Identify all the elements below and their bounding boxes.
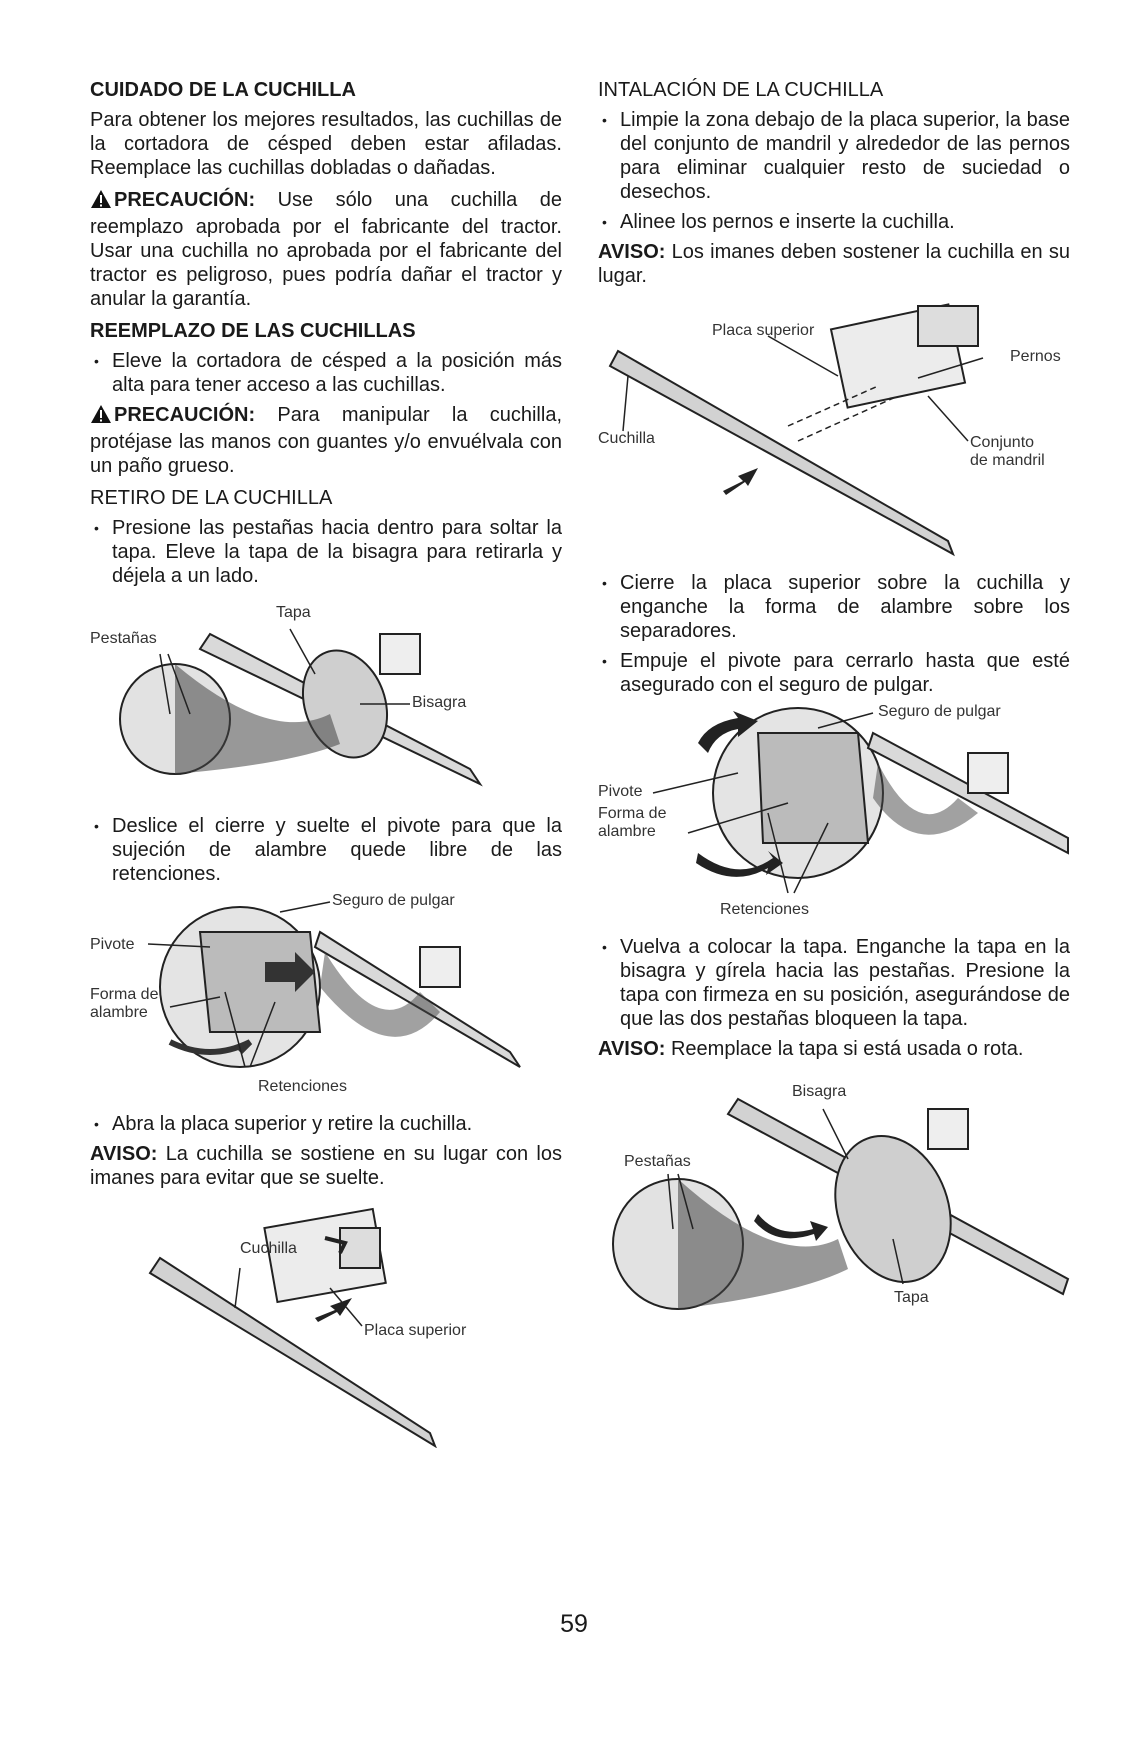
label-seguro-de-pulgar: Seguro de pulgar [878,703,1001,720]
figure-replace-cover [598,1069,1070,1319]
figure-release-pivot [90,892,562,1102]
notice-paragraph-2 [598,240,1070,288]
label-pestanas: Pestañas [90,630,157,647]
warning-triangle-icon [90,404,112,430]
replace-cover-illustration [598,1069,1070,1319]
list-item: • Deslice el cierre y suelte el pivote para que la sujeción de alambre quede libre de las retenciones. [90,814,562,886]
list-item: • Vuelva a colocar la tapa. Enganche la tapa en la bisagra y gírela hacia las pestañas. Presione la tapa con firmeza en su posición, asegurándose de que las dos pestañas bloqueen la tapa. [598,935,1070,1031]
label-forma-de: Forma de [598,805,667,822]
figure-remove-blade [90,1198,562,1448]
label-de-mandril: de mandril [970,452,1045,469]
left-column [90,78,562,1458]
label-pivote: Pivote [598,783,643,800]
warning-triangle-icon [90,189,112,215]
figure-install-blade [598,296,1070,561]
release-pivot-illustration [90,892,562,1102]
caution-paragraph-1 [90,188,562,311]
blade-removal-heading: RETIRO DE LA CUCHILLA [90,487,333,509]
label-pernos: Pernos [1010,348,1061,365]
label-bisagra: Bisagra [412,694,467,711]
label-tapa: Tapa [276,604,311,621]
install-bullets-3 [598,935,1070,1031]
install-bullets-2 [598,571,1070,697]
label-retenciones: Retenciones [720,901,809,918]
caution-text: Use sólo una cuchilla de reemplazo aprobada por el fabricante del tractor. Usar una cuchilla no aprobada por el fabricante del tractor es peligroso, pues podría dañar el tractor y anular la garantía. [90,189,563,310]
label-placa-superior: Placa superior [712,322,815,339]
notice-paragraph-3 [598,1037,1070,1061]
label-bisagra: Bisagra [792,1083,847,1100]
label-pivote: Pivote [90,936,135,953]
label-retenciones: Retenciones [258,1078,347,1095]
notice-label: AVISO: [598,1038,666,1060]
remove-blade-illustration [90,1198,562,1448]
label-tapa: Tapa [894,1289,929,1306]
label-conjunto: Conjunto [970,434,1035,451]
caution-label: PRECAUCIÓN: [114,189,256,211]
removal-bullets-2 [90,814,562,886]
close-pivot-illustration [598,703,1070,925]
label-pestanas: Pestañas [624,1153,691,1170]
label-alambre: alambre [598,823,656,840]
notice-label: AVISO: [598,241,666,263]
blade-install-heading: INTALACIÓN DE LA CUCHILLA [598,79,884,101]
blade-replacement-heading: REEMPLAZO DE LAS CUCHILLAS [90,320,416,342]
label-placa-superior: Placa superior [364,1322,467,1339]
label-cuchilla: Cuchilla [240,1240,297,1257]
list-item: • Eleve la cortadora de césped a la posición más alta para tener acceso a las cuchillas. [90,349,562,397]
notice-label: AVISO: [90,1143,158,1165]
list-item: • Cierre la placa superior sobre la cuchilla y enganche la forma de alambre sobre los separadores. [598,571,1070,643]
list-item: • Empuje el pivote para cerrarlo hasta que esté asegurado con el seguro de pulgar. [598,649,1070,697]
notice-text: Los imanes deben sostener la cuchilla en su lugar. [598,241,1071,287]
right-column [598,78,1070,1329]
page-number: 59 [560,1610,588,1638]
removal-bullets-3 [90,1112,562,1136]
label-cuchilla: Cuchilla [598,430,655,447]
list-item: • Abra la placa superior y retire la cuchilla. [90,1112,562,1136]
label-alambre: alambre [90,1004,148,1021]
label-seguro-de-pulgar: Seguro de pulgar [332,892,455,909]
caution-text: Para manipular la cuchilla, protéjase las manos con guantes y/o envuélvala con un paño grueso. [90,404,562,477]
figure-close-pivot [598,703,1070,925]
caution-label: PRECAUCIÓN: [114,404,256,426]
replacement-bullets [90,349,562,397]
blade-care-text: Para obtener los mejores resultados, las cuchillas de la cortadora de césped deben estar afiladas. Reemplace las cuchillas dobladas o dañadas. [90,109,562,179]
label-forma-de: Forma de [90,986,159,1003]
list-item: • Alinee los pernos e inserte la cuchilla. [598,210,1070,234]
notice-text: La cuchilla se sostiene en su lugar con los imanes para evitar que se suelte. [90,1143,562,1189]
caution-paragraph-2 [90,403,562,478]
figure-cover-removal [90,594,562,804]
removal-bullets-1 [90,516,562,588]
list-item: • Limpie la zona debajo de la placa superior, la base del conjunto de mandril y alrededor de las pernos para eliminar cualquier resto de suciedad o desechos. [598,108,1070,204]
install-blade-illustration [598,296,1070,561]
list-item: • Presione las pestañas hacia dentro para soltar la tapa. Eleve la tapa de la bisagra para retirarla y déjela a un lado. [90,516,562,588]
install-bullets-1 [598,108,1070,234]
cover-removal-illustration [90,594,562,804]
blade-care-heading: CUIDADO DE LA CUCHILLA [90,79,356,101]
notice-text: Reemplace la tapa si está usada o rota. [670,1038,1024,1060]
notice-paragraph-1 [90,1142,562,1190]
